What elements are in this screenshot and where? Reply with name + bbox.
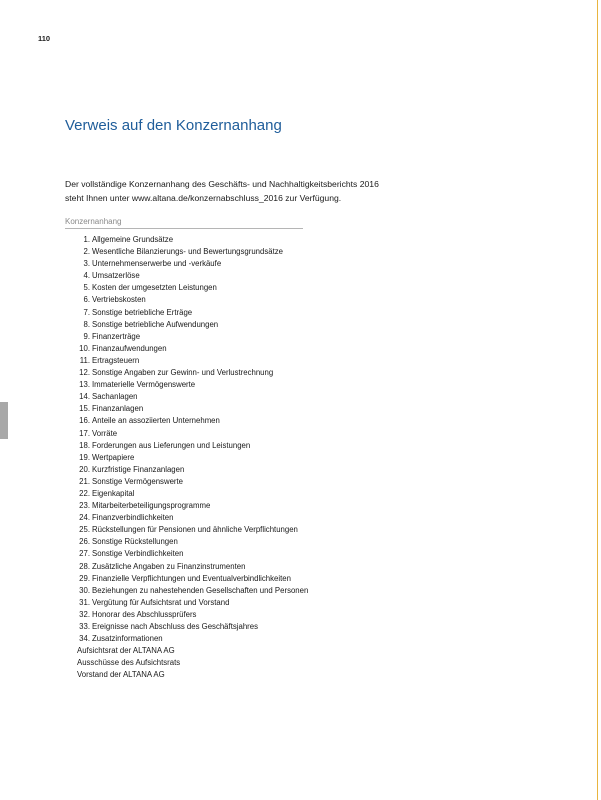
toc-item[interactable] [66,403,308,415]
toc-item-label: Umsatzerlöse [92,271,140,281]
extras-item[interactable]: Aufsichtsrat der ALTANA AG [77,646,175,655]
toc-item-number: 30. [79,585,90,595]
toc-item-label: Honorar des Abschlussprüfers [92,609,197,619]
toc-item-label: Forderungen aus Lieferungen und Leistungen [92,440,251,450]
toc-item-label: Sonstige Rückstellungen [92,537,178,547]
toc-item-number: 21. [79,476,90,486]
toc-item-number: 29. [79,573,90,583]
toc-item-number: 31. [79,597,90,607]
toc-item-label: Vergütung für Aufsichtsrat und Vorstand [92,597,230,607]
toc-item-label: Kosten der umgesetzten Leistungen [92,283,217,293]
toc-item-label: Beziehungen zu nahestehenden Gesellschaften und Personen [92,585,309,595]
toc-item-label: Vorräte [92,428,118,438]
page-number: 110 [38,34,51,43]
toc-item-number: 19. [79,452,90,462]
right-accent-rule [597,0,598,800]
toc-item[interactable] [66,307,308,319]
toc-item[interactable] [66,379,308,391]
toc-item-number: 23. [79,501,90,511]
toc-item-number: 7. [83,307,90,317]
toc-item-number: 6. [83,295,90,305]
extras-item[interactable]: Ausschüsse des Aufsichtsrats [77,658,181,668]
toc-item-label: Finanzaufwendungen [92,343,167,353]
toc-item-label: Sonstige betriebliche Aufwendungen [92,319,219,329]
toc-item-label: Sonstige Angaben zur Gewinn- und Verlustrechnung [92,368,274,378]
toc-item[interactable] [66,597,308,609]
toc-item[interactable] [66,391,308,403]
toc-item-number: 20. [79,464,90,474]
toc-item-label: Ereignisse nach Abschluss des Geschäftsjahres [92,622,258,631]
extras-item[interactable]: Vorstand der ALTANA AG [77,670,165,680]
toc-item-label: Immaterielle Vermögenswerte [92,380,196,390]
toc-item[interactable] [66,319,308,331]
toc-item-label: Sonstige Vermögenswerte [92,476,184,486]
toc-item[interactable] [66,512,308,524]
toc-item[interactable] [66,536,308,548]
toc-item-number: 26. [79,537,90,547]
toc-item[interactable] [66,585,308,597]
toc-item[interactable] [66,548,308,560]
toc-item-label: Finanzielle Verpflichtungen und Eventualverbindlichkeiten [92,573,291,583]
side-tab-marker [0,402,8,439]
toc-item-number: 28. [79,561,90,571]
toc-item-label: Eigenkapital [92,488,135,498]
toc-item-label: Mitarbeiterbeteiligungsprogramme [92,501,211,511]
toc-item-number: 25. [79,525,90,535]
toc-item[interactable] [66,633,308,645]
toc-item-number: 8. [83,319,90,329]
toc-item-number: 18. [79,440,90,450]
toc-item-number: 34. [79,634,90,644]
toc-item-label: Sonstige betriebliche Erträge [92,307,193,317]
toc-item-label: Rückstellungen für Pensionen und ähnliche Verpflichtungen [92,525,298,535]
toc-item-number: 11. [79,355,90,365]
toc-item-label: Kurzfristige Finanzanlagen [92,464,185,474]
toc-list [66,234,308,645]
toc-item-label: Ertragsteuern [92,355,140,365]
toc-item[interactable] [66,561,308,573]
section-divider [65,228,303,229]
toc-item[interactable] [66,476,308,488]
toc-item-label: Sachanlagen [92,392,138,402]
toc-item[interactable] [66,258,308,270]
toc-item[interactable] [66,294,308,306]
toc-item-label: Wertpapiere [92,452,135,462]
toc-item[interactable] [66,234,308,246]
toc-item[interactable] [66,621,308,633]
toc-item[interactable] [66,415,308,427]
toc-item[interactable] [66,500,308,512]
toc-item-label: Zusatzinformationen [92,634,163,644]
toc-item-number: 15. [79,404,90,414]
toc-item-label: Zusätzliche Angaben zu Finanzinstrumenten [92,561,246,571]
toc-item[interactable] [66,573,308,585]
toc-item-number: 5. [83,283,90,293]
toc-item-number: 4. [83,271,90,281]
toc-item[interactable] [66,609,308,621]
section-label: Konzernanhang [65,217,122,226]
toc-item-number: 12. [79,368,90,378]
toc-item-label: Finanzanlagen [92,404,144,414]
toc-item-number: 3. [83,259,90,269]
toc-item-number: 13. [79,380,90,390]
toc-item[interactable] [66,355,308,367]
toc-item-number: 16. [79,416,90,426]
toc-item[interactable] [66,367,308,379]
toc-item[interactable] [66,464,308,476]
toc-item[interactable] [66,282,308,294]
intro-line-1: Der vollständige Konzernanhang des Geschäfts- und Nachhaltigkeitsberichts 2016 [65,179,379,189]
intro-paragraph [65,177,405,205]
toc-item-label: Wesentliche Bilanzierungs- und Bewertungsgrundsätze [92,247,283,257]
toc-item-number: 32. [79,609,90,619]
toc-item[interactable] [66,331,308,343]
toc-item[interactable] [66,343,308,355]
extras-list [77,645,180,681]
toc-item-number: 22. [79,488,90,498]
toc-item[interactable] [66,488,308,500]
toc-item-number: 24. [79,513,90,523]
toc-item-number: 27. [79,549,90,559]
toc-item-number: 33. [79,622,90,631]
toc-item-label: Finanzverbindlichkeiten [92,513,174,523]
toc-item-label: Unternehmenserwerbe und -verkäufe [92,259,222,269]
toc-item-number: 1. [83,235,90,244]
toc-item-number: 17. [79,428,90,438]
toc-item[interactable] [66,428,308,440]
toc-item[interactable] [66,452,308,464]
toc-item-number: 14. [79,392,90,402]
toc-item[interactable] [66,246,308,258]
toc-item-label: Anteile an assoziierten Unternehmen [92,416,220,426]
toc-item[interactable] [66,440,308,452]
toc-item-number: 2. [83,247,90,257]
toc-item-label: Finanzerträge [92,331,141,341]
toc-item-number: 10. [79,343,90,353]
page-title: Verweis auf den Konzernanhang [65,117,282,134]
toc-item[interactable] [66,524,308,536]
intro-line-2: steht Ihnen unter www.altana.de/konzernabschluss_2016 zur Verfügung. [65,193,342,203]
toc-item-label: Sonstige Verbindlichkeiten [92,549,184,559]
toc-item-label: Vertriebskosten [92,295,146,305]
toc-item[interactable] [66,270,308,282]
toc-item-number: 9. [83,331,90,341]
toc-item-label: Allgemeine Grundsätze [92,235,174,244]
